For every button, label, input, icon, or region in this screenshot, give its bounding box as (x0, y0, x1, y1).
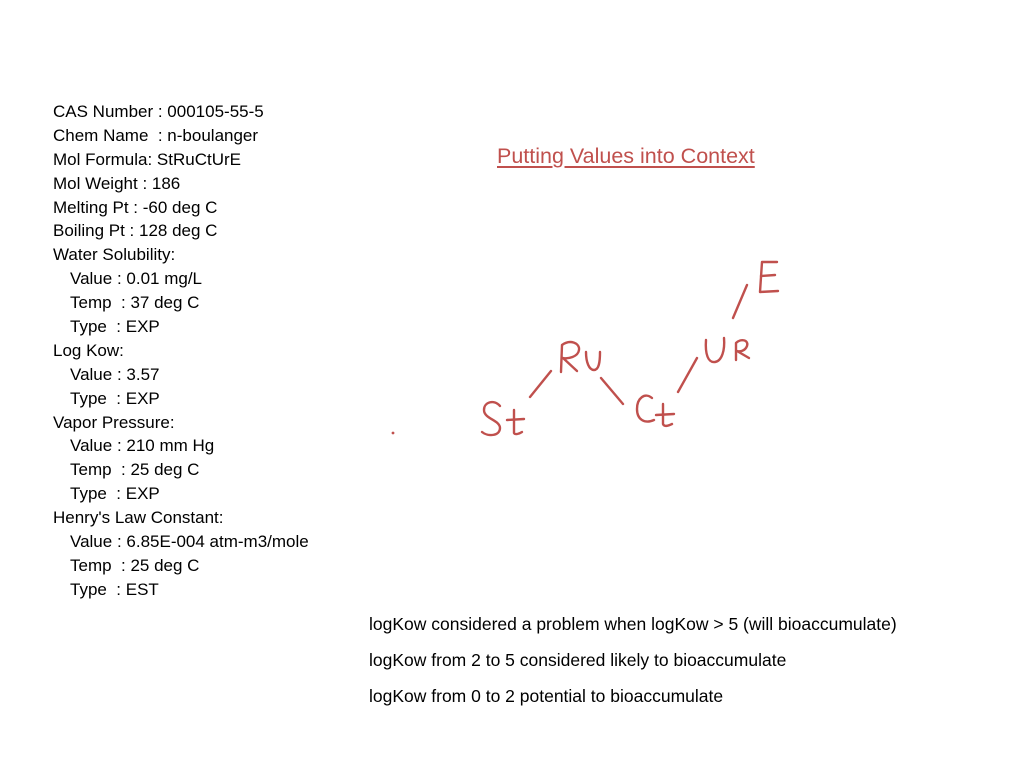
property-subfield: Value : 0.01 mg/L (70, 269, 202, 289)
slide-title: Putting Values into Context (497, 144, 755, 168)
property-line: Melting Pt : -60 deg C (53, 197, 218, 217)
logkow-note: logKow from 0 to 2 potential to bioaccumulate (369, 686, 724, 706)
handwriting-dash-3 (678, 358, 697, 392)
handwriting-dash-1 (530, 371, 551, 397)
property-subfield: Value : 6.85E-004 atm-m3/mole (70, 532, 309, 552)
property-line: Boiling Pt : 128 deg C (53, 221, 218, 241)
handwriting-dash-4 (733, 285, 747, 318)
property-subfield: Value : 3.57 (70, 364, 160, 384)
stray-dot (392, 432, 395, 435)
property-line: Mol Formula: StRuCtUrE (53, 149, 241, 169)
handwriting-st (482, 402, 524, 435)
property-subfield: Type : EXP (70, 388, 160, 408)
property-line: Henry's Law Constant: (53, 508, 224, 528)
handwriting-ru (561, 342, 600, 372)
chemical-properties-list (53, 100, 309, 602)
property-subfield: Value : 210 mm Hg (70, 436, 215, 456)
property-subfield: Temp : 25 deg C (70, 555, 200, 575)
logkow-context-notes (369, 612, 897, 720)
logkow-note: logKow considered a problem when logKow > 5 (will bioaccumulate) (369, 614, 897, 634)
handwriting-ct (637, 396, 674, 426)
property-subfield: Type : EST (70, 579, 159, 599)
property-line: Chem Name : n-boulanger (53, 125, 259, 145)
logkow-note: logKow from 2 to 5 considered likely to bioaccumulate (369, 650, 787, 670)
property-subfield: Type : EXP (70, 484, 160, 504)
property-subfield: Type : EXP (70, 317, 160, 337)
property-line: Vapor Pressure: (53, 412, 175, 432)
handwriting-dash-2 (601, 378, 623, 404)
property-line: Water Solubility: (53, 245, 176, 265)
property-line: Mol Weight : 186 (53, 173, 181, 193)
property-line: Log Kow: (53, 340, 124, 360)
property-subfield: Temp : 25 deg C (70, 460, 200, 480)
handwriting-ur (706, 338, 749, 362)
property-line: CAS Number : 000105-55-5 (53, 102, 264, 121)
property-subfield: Temp : 37 deg C (70, 293, 200, 313)
handwriting-e (760, 262, 778, 292)
